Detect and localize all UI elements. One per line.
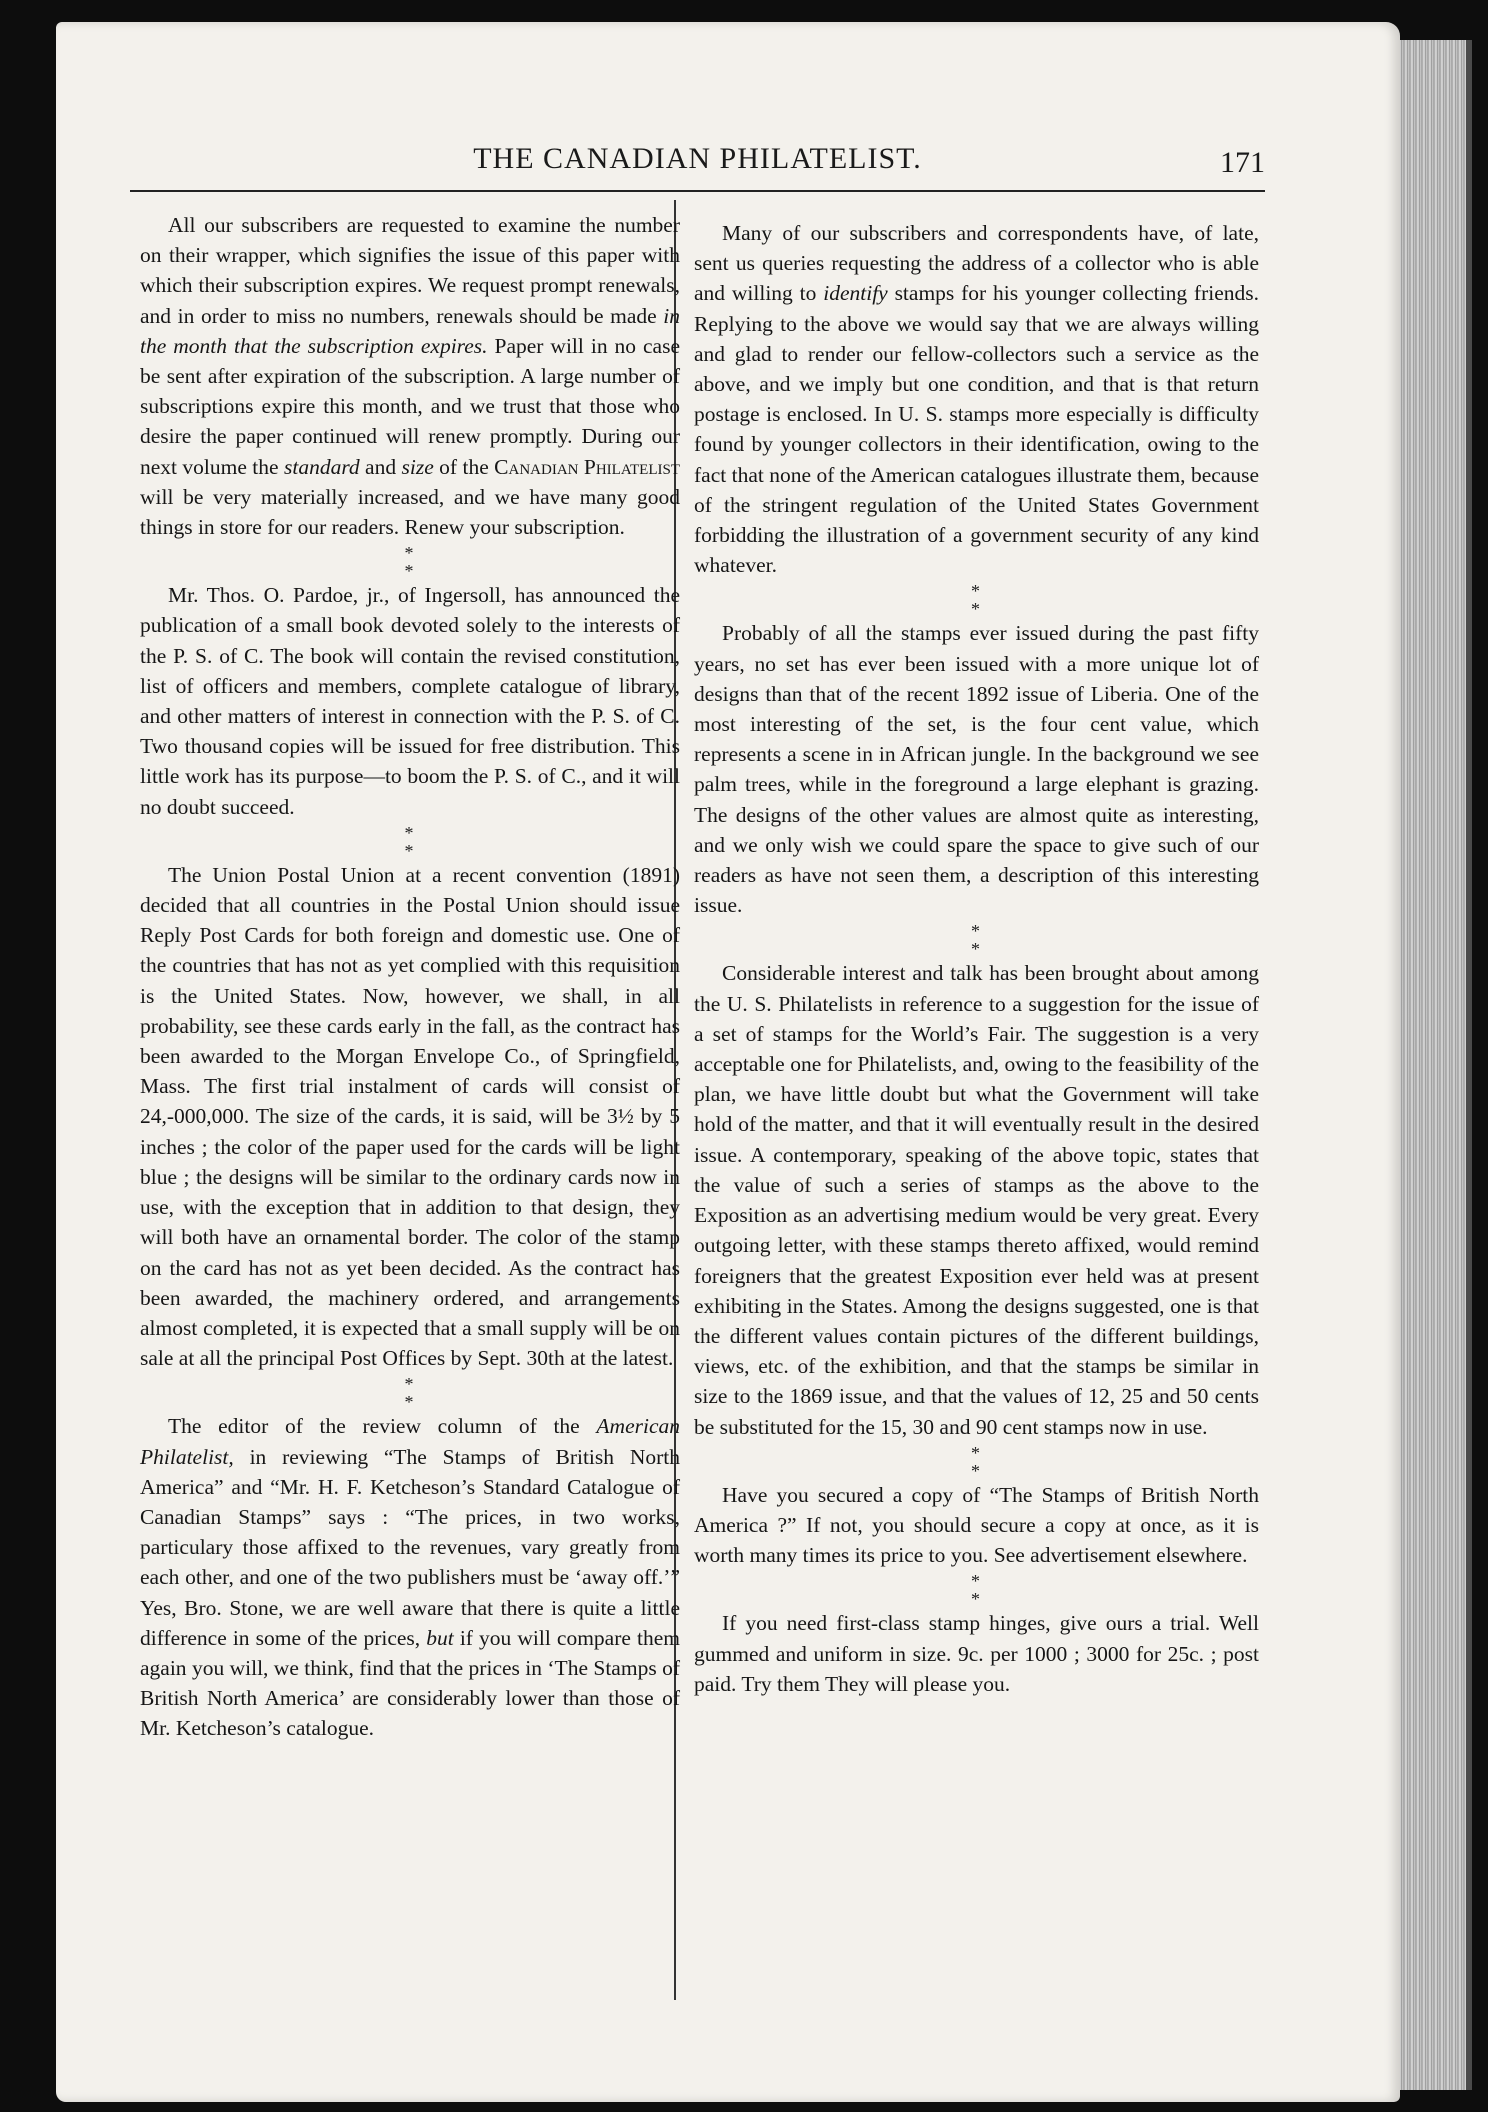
- section-separator: * *: [404, 1374, 416, 1413]
- section-separator: * *: [404, 543, 416, 582]
- left-column: [140, 210, 680, 2000]
- section-separator: * *: [971, 1442, 982, 1481]
- book-fore-edge: [1396, 40, 1472, 2090]
- paragraph-pardoe-book: Mr. Thos. O. Pardoe, jr., of Ingersoll, has announced the publication of a small book devoted solely to the interests of the P. S. of C. The book will contain the revised constitution, list of officers and members, complete catalogue of library, and other matters of interest in connection with the P. S. of C. Two thousand copies will be issued for free distribution. This little work has its purpose—to boom the P. S. of C., and it will no doubt succeed.: [140, 583, 680, 819]
- paragraph-liberia-issue: Probably of all the stamps ever issued during the past fifty years, no set has ever been issued with a more unique lot of designs than that of the recent 1892 issue of Liberia. One of the most interesting of the set, is the four cent value, which represents a scene in in African jungle. In the background we see palm trees, while in the foreground a large elephant is grazing. The designs of the other values are almost quite as interesting, and we only wish we could spare the space to give such of our readers as have not seen them, a description of this interesting issue.: [694, 621, 1259, 918]
- header-rule: [130, 190, 1265, 192]
- paragraph-bna-advert: Have you secured a copy of “The Stamps of British North America ?” If not, you should secure a copy at once, as it is worth many times its price to you. See advertisement elsewhere.: [694, 1482, 1259, 1568]
- paragraph-subscription-notice: All our subscribers are requested to examine the number on their wrapper, which signifies the issue of this paper with which their subscription expires. We request prompt renewals, and in order to miss no numbers, renewals should be made in the month that the subscription expires. Paper will in no case be sent after expiration of the subscription. A large number of subscriptions expire this month, and we trust that those who desire the paper continued will renew promptly. During our next volume the standard and size of the Canadian Philatelist will be very materially increased, and we have many good things in store for our readers. Renew your subscription.: [140, 213, 680, 540]
- section-separator: * *: [971, 1571, 982, 1610]
- section-separator: * *: [404, 822, 416, 861]
- page-title: THE CANADIAN PHILATELIST.: [473, 142, 922, 175]
- paragraph-stamp-hinges: If you need first-class stamp hinges, give ours a trial. Well gummed and uniform in size. 9c. per 1000 ; 3000 for 25c. ; post paid. Try them They will please you.: [694, 1611, 1259, 1696]
- right-column: [694, 218, 1259, 2008]
- page-number: 171: [1220, 146, 1265, 179]
- paragraph-postal-union: The Union Postal Union at a recent convention (1891) decided that all countries in the Postal Union should issue Reply Post Cards for both foreign and domestic use. One of the countries that has not as yet complied with this requisition is the United States. Now, however, we shall, in all probability, see these cards early in the fall, as the contract has been awarded to the Morgan Envelope Co., of Springfield, Mass. The first trial instalment of cards will consist of 24,-000,000. The size of the cards, it is said, will be 3½ by 5 inches ; the color of the paper used for the cards will be light blue ; the designs will be similar to the ordinary cards now in use, with the exception that in addition to that design, they will both have an ornamental border. The color of the stamp on the card has not as yet been decided. As the contract has been awarded, the machinery ordered, and arrangements almost completed, it is expected that a small supply will be on sale at all the principal Post Offices by Sept. 30th at the latest.: [140, 862, 680, 1371]
- running-header: [130, 142, 1265, 188]
- section-separator: * *: [971, 921, 982, 960]
- paragraph-identify-stamps: Many of our subscribers and correspondents have, of late, sent us queries requesting the address of a collector who is able and willing to identify stamps for his younger collecting friends. Replying to the above we would say that we are always willing and glad to render our fellow-collectors such a service as the above, and we imply but one condition, and that is that return postage is enclosed. In U. S. stamps more especially is difficulty found by younger collectors in their identification, owing to the fact that none of the American catalogues illustrate them, because of the stringent regulation of the United States Government forbidding the illustration of a government security of any kind whatever.: [694, 221, 1259, 578]
- section-separator: * *: [971, 581, 982, 620]
- paragraph-review-column: The editor of the review column of the American Philatelist, in reviewing “The Stamps of British North America” and “Mr. H. F. Ketcheson’s Standard Catalogue of Canadian Stamps” says : “The prices, in two works, particulary those affixed to the revenues, vary greatly from each other, and one of the two publishers must be ‘away off.’” Yes, Bro. Stone, we are well aware that there is quite a little difference in some of the prices, but if you will compare them again you will, we think, find that the prices in ‘The Stamps of British North America’ are considerably lower than those of Mr. Ketcheson’s catalogue.: [140, 1414, 680, 1741]
- paragraph-worlds-fair: Considerable interest and talk has been brought about among the U. S. Philatelists in reference to a suggestion for the issue of a set of stamps for the World’s Fair. The suggestion is a very acceptable one for Philatelists, and, owing to the feasibility of the plan, we have little doubt but what the Government will take hold of the matter, and that it will eventually result in the desired issue. A contemporary, speaking of the above topic, states that the value of such a series of stamps as the above to the Exposition as an advertising medium would be very great. Every outgoing letter, with these stamps thereto affixed, would remind foreigners that the greatest Exposition ever held was at present exhibiting in the States. Among the designs suggested, one is that the different values contain pictures of the different buildings, views, etc. of the exhibition, and that the stamps be similar in size to the 1869 issue, and that the values of 12, 25 and 50 cents be substituted for the 15, 30 and 90 cent stamps now in use.: [694, 961, 1259, 1439]
